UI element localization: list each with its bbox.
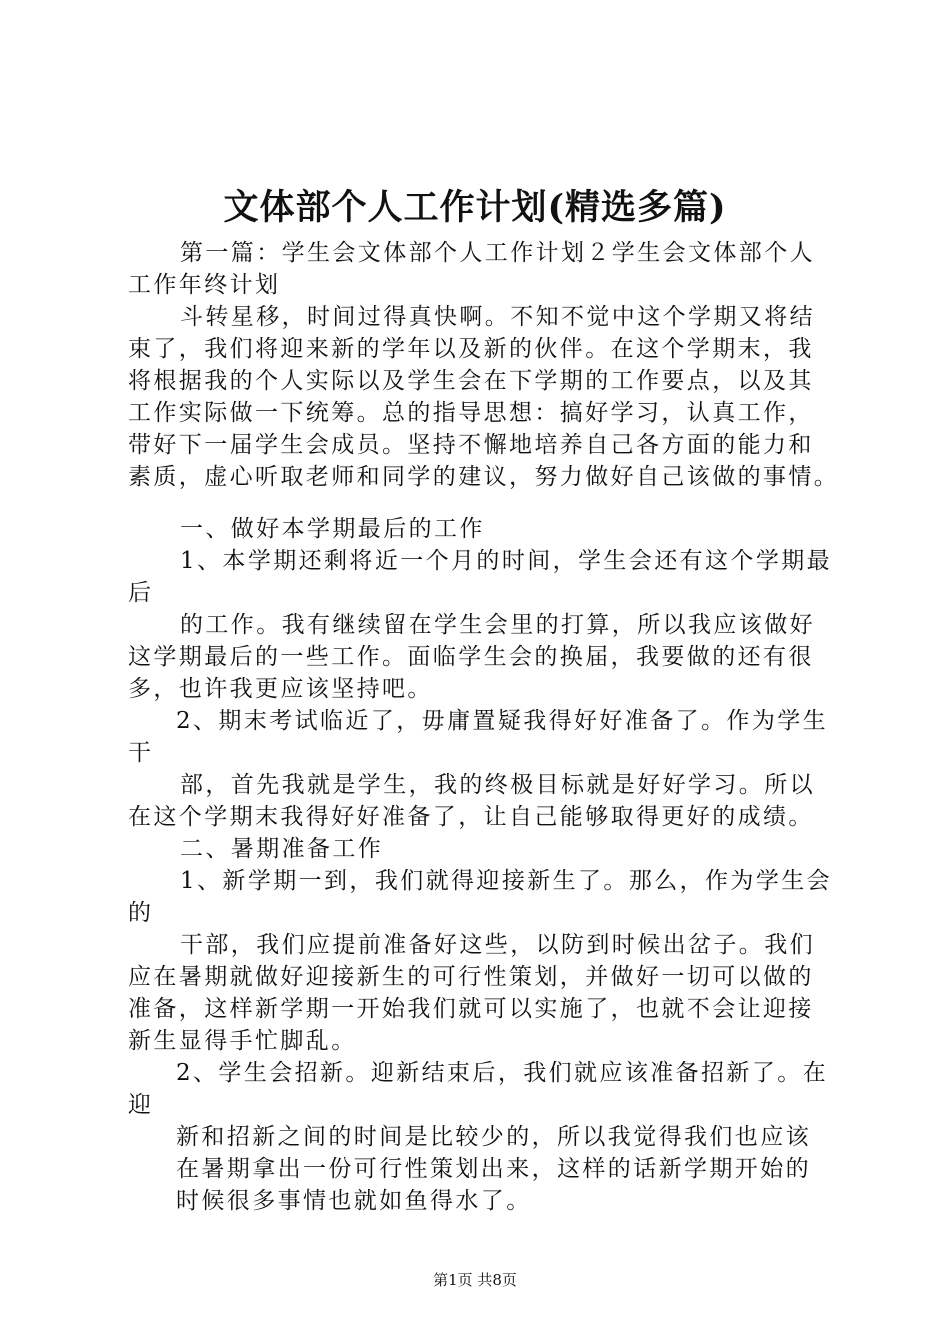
text-line: 斗转星移，时间过得真快啊。不知不觉中这个学期又将结 — [180, 304, 815, 330]
text-line: 新和招新之间的时间是比较少的，所以我觉得我们也应该 — [176, 1124, 811, 1150]
text-line: 素质，虚心听取老师和同学的建议，努力做好自己该做的事情。 — [128, 464, 840, 490]
section-heading: 一、做好本学期最后的工作 — [180, 516, 485, 542]
text-line: 迎 — [128, 1092, 154, 1118]
section-heading: 二、暑期准备工作 — [180, 836, 384, 862]
document-title: 文体部个人工作计划(精选多篇) — [223, 187, 727, 228]
text-line: 将根据我的个人实际以及学生会在下学期的工作要点，以及其 — [128, 368, 814, 394]
text-line: 1、本学期还剩将近一个月的时间，学生会还有这个学期最 — [180, 548, 833, 574]
text-line: 的 — [128, 900, 154, 926]
text-line: 束了，我们将迎来新的学年以及新的伙伴。在这个学期末，我 — [128, 336, 814, 362]
text-line: 新生显得手忙脚乱。 — [128, 1028, 357, 1054]
text-line: 在暑期拿出一份可行性策划出来，这样的话新学期开始的 — [176, 1156, 811, 1182]
text-line: 部，首先我就是学生，我的终极目标就是好好学习。所以 — [180, 772, 815, 798]
text-line: 时候很多事情也就如鱼得水了。 — [176, 1188, 532, 1214]
text-line: 应在暑期就做好迎接新生的可行性策划，并做好一切可以做的 — [128, 964, 814, 990]
text-line: 这学期最后的一些工作。面临学生会的换届，我要做的还有很 — [128, 644, 814, 670]
text-line: 后 — [128, 580, 154, 606]
text-line: 带好下一届学生会成员。坚持不懈地培养自己各方面的能力和 — [128, 432, 814, 458]
text-line: 准备，这样新学期一开始我们就可以实施了，也就不会让迎接 — [128, 996, 814, 1022]
text-line: 干部，我们应提前准备好这些，以防到时候出岔子。我们 — [180, 932, 815, 958]
text-line: 工作年终计划 — [128, 272, 281, 298]
text-line: 2、学生会招新。迎新结束后，我们就应该准备招新了。在 — [176, 1060, 829, 1086]
text-line: 工作实际做一下统筹。总的指导思想：搞好学习，认真工作， — [128, 400, 814, 426]
text-line: 的工作。我有继续留在学生会里的打算，所以我应该做好 — [180, 612, 815, 638]
text-line: 干 — [128, 740, 154, 766]
text-line: 1、新学期一到，我们就得迎接新生了。那么，作为学生会 — [180, 868, 833, 894]
page-number-footer: 第1页 共8页 — [433, 1271, 517, 1289]
text-line: 在这个学期末我得好好准备了，让自己能够取得更好的成绩。 — [128, 804, 814, 830]
text-line: 第一篇：学生会文体部个人工作计划２学生会文体部个人 — [180, 240, 815, 266]
text-line: 多，也许我更应该坚持吧。 — [128, 676, 433, 702]
text-line: 2、期末考试临近了，毋庸置疑我得好好准备了。作为学生 — [176, 708, 829, 734]
